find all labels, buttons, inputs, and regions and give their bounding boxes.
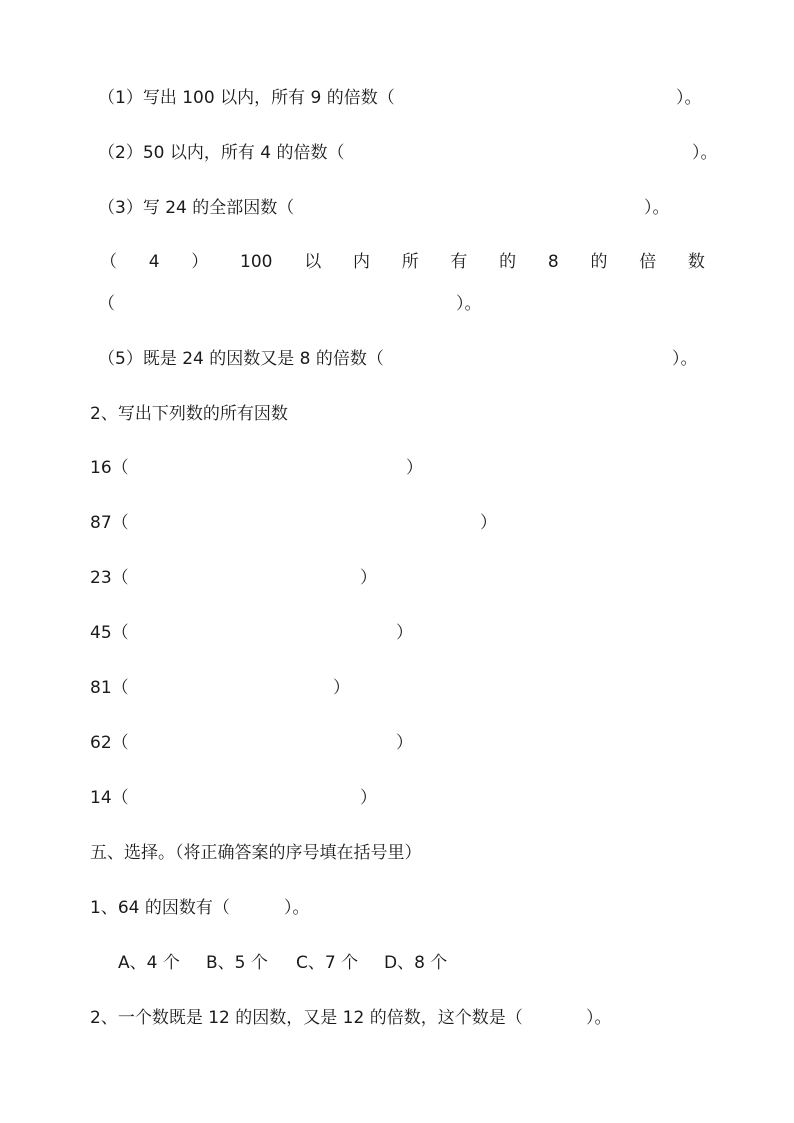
- option-a: A、4 个: [118, 953, 180, 973]
- factor-item-label: 62（: [90, 733, 129, 753]
- choice-question-1-close: ）。: [284, 898, 310, 918]
- q4-word: 的: [590, 252, 608, 272]
- q4-word: 100: [240, 252, 273, 272]
- option-c: C、7 个: [296, 953, 359, 973]
- option-d: D、8 个: [384, 953, 448, 973]
- factor-item-close: ）: [333, 678, 350, 698]
- question-4-close-bracket: ）。: [456, 294, 482, 314]
- q4-word: 数: [687, 252, 705, 272]
- question-2-text: （2）50 以内，所有 4 的倍数（: [98, 143, 345, 163]
- factor-item-close: ）: [406, 458, 423, 478]
- q4-word: 的: [499, 252, 517, 272]
- question-3-text: （3）写 24 的全部因数（: [98, 198, 295, 218]
- q4-word: ）: [191, 252, 209, 272]
- factor-item-label: 87（: [90, 513, 129, 533]
- factor-item-close: ）: [480, 513, 497, 533]
- factor-item-label: 45（: [90, 623, 129, 643]
- factor-item-label: 23（: [90, 568, 129, 588]
- q4-word: 以: [304, 252, 322, 272]
- q4-word: 有: [450, 252, 468, 272]
- factor-item-label: 81（: [90, 678, 129, 698]
- q4-word: 4: [148, 252, 160, 272]
- question-1-text: （1）写出 100 以内，所有 9 的倍数（: [98, 88, 395, 108]
- question-1-close-bracket: ）。: [676, 88, 702, 108]
- section-5-heading: 五、选择。（将正确答案的序号填在括号里）: [90, 843, 422, 863]
- section-2-heading: 2、写出下列数的所有因数: [90, 404, 288, 424]
- choice-question-2: 2、一个数既是 12 的因数，又是 12 的倍数，这个数是（: [90, 1008, 523, 1028]
- factor-item-close: ）: [360, 788, 377, 808]
- factor-item-label: 16（: [90, 458, 129, 478]
- question-4-justified-line: [100, 251, 705, 273]
- factor-item-close: ）: [396, 623, 413, 643]
- question-4-open-bracket: （: [98, 294, 115, 314]
- question-2-close-bracket: ）。: [692, 143, 718, 163]
- question-3-close-bracket: ）。: [644, 198, 670, 218]
- question-5-text: （5）既是 24 的因数又是 8 的倍数（: [98, 349, 384, 369]
- question-5-close-bracket: ）。: [672, 349, 698, 369]
- choice-question-2-close: ）。: [586, 1008, 612, 1028]
- q4-word: 8: [547, 252, 559, 272]
- choice-question-1: 1、64 的因数有（: [90, 898, 230, 918]
- factor-item-close: ）: [360, 568, 377, 588]
- q4-word: 内: [352, 252, 370, 272]
- q4-word: 倍: [639, 252, 657, 272]
- q4-word: 所: [401, 252, 419, 272]
- factor-item-label: 14（: [90, 788, 129, 808]
- option-b: B、5 个: [206, 953, 268, 973]
- q4-word: （: [100, 252, 117, 272]
- factor-item-close: ）: [396, 733, 413, 753]
